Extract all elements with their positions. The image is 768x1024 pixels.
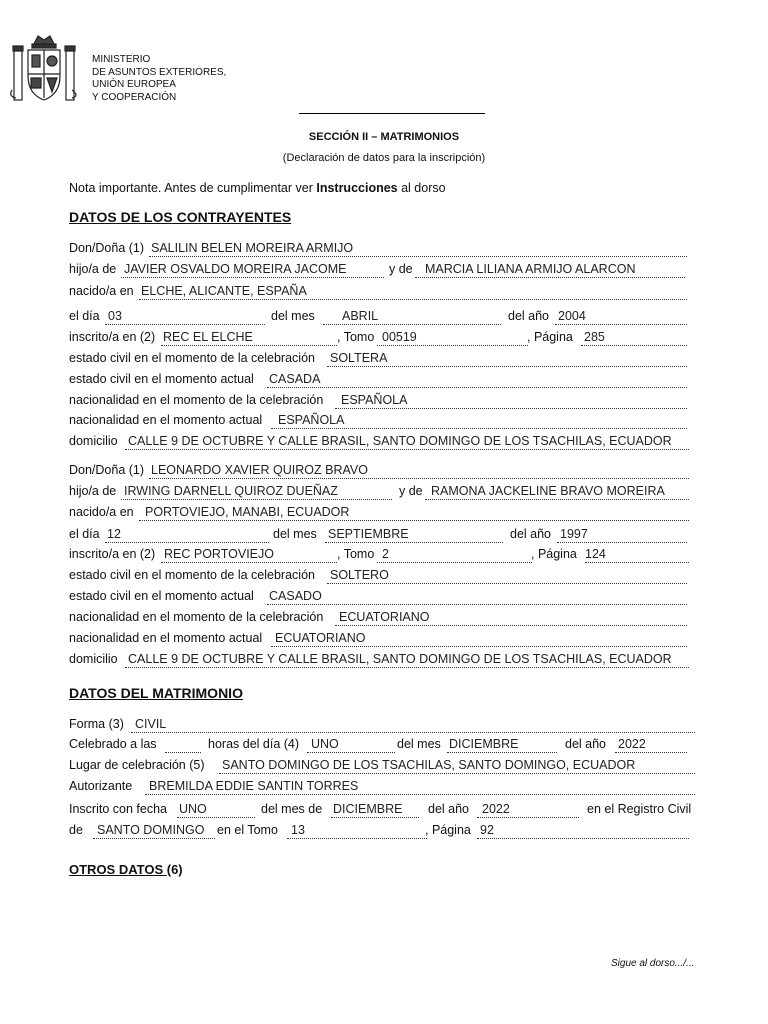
p1-anio-field[interactable]: 2004 xyxy=(558,309,586,323)
label-del-anio: del año xyxy=(565,737,607,751)
p2-nombre-row xyxy=(69,463,693,479)
label-inscrito-en: inscrito/a en (2) xyxy=(69,330,156,344)
dotted-line xyxy=(267,592,687,605)
p1-dia-field[interactable]: 03 xyxy=(108,309,122,323)
label-del-anio: del año xyxy=(428,802,470,816)
dotted-line xyxy=(105,530,269,543)
section-subtitle: (Declaración de datos para la inscripción) xyxy=(282,152,486,164)
registro-pagina-field[interactable]: 92 xyxy=(480,823,494,837)
dotted-line xyxy=(267,375,687,388)
p1-civil-celebracion-row xyxy=(69,351,693,367)
p1-tomo-field[interactable]: 00519 xyxy=(382,330,417,344)
dotted-line xyxy=(287,826,427,839)
dotted-line xyxy=(477,826,689,839)
otros-datos-title: OTROS DATOS xyxy=(69,862,167,877)
registro-tomo-field[interactable]: 13 xyxy=(291,823,305,837)
p2-padre-field[interactable]: IRWING DARNELL QUIROZ DUEÑAZ xyxy=(124,484,338,498)
p1-madre-field[interactable]: MARCIA LILIANA ARMIJO ALARCON xyxy=(425,262,636,276)
coat-of-arms-logo xyxy=(10,30,78,108)
label-registro-civil: en el Registro Civil xyxy=(587,802,692,816)
p1-civil-celebracion-field[interactable]: SOLTERA xyxy=(330,351,388,365)
p1-padre-field[interactable]: JAVIER OSVALDO MOREIRA JACOME xyxy=(124,262,347,276)
celebrado-row xyxy=(69,737,693,753)
autorizante-row xyxy=(69,779,693,795)
p1-domicilio-row xyxy=(69,434,693,450)
p2-mes-field[interactable]: SEPTIEMBRE xyxy=(328,527,409,541)
inscrito-mes-field[interactable]: DICIEMBRE xyxy=(333,802,403,816)
otros-datos-heading xyxy=(69,862,183,877)
otros-datos-number: (6) xyxy=(166,862,183,877)
label-forma: Forma (3) xyxy=(69,717,124,731)
label-y-de: y de xyxy=(399,484,423,498)
label-tomo: , Tomo xyxy=(337,330,375,344)
ministry-line: Y COOPERACIÓN xyxy=(92,91,177,103)
p1-nac-actual-field[interactable]: ESPAÑOLA xyxy=(278,413,345,427)
p2-padres-row xyxy=(69,484,693,500)
continue-note: Sigue al dorso.../... xyxy=(611,958,695,969)
autorizante-field[interactable]: BREMILDA EDDIE SANTIN TORRES xyxy=(149,779,359,793)
label-celebrado: Celebrado a las xyxy=(69,737,157,751)
ministry-line: UNIÓN EUROPEA xyxy=(92,79,176,90)
p2-nacido-field[interactable]: PORTOVIEJO, MANABI, ECUADOR xyxy=(145,505,350,519)
forma-row xyxy=(69,717,693,733)
p2-nac-actual-row xyxy=(69,631,693,647)
label-inscrito-en: inscrito/a en (2) xyxy=(69,547,156,561)
label-y-de: y de xyxy=(389,262,413,276)
label-del-mes: del mes xyxy=(397,737,441,751)
p2-nac-celebracion-row xyxy=(69,610,693,626)
inscrito-fecha-row xyxy=(69,802,693,818)
label-don-dona: Don/Doña (1) xyxy=(69,463,145,477)
label-nacido-en: nacido/a en xyxy=(69,505,134,519)
p1-nombre-field[interactable]: SALILIN BELEN MOREIRA ARMIJO xyxy=(151,241,354,255)
p1-pagina-field[interactable]: 285 xyxy=(584,330,605,344)
p1-nacido-field[interactable]: ELCHE, ALICANTE, ESPAÑA xyxy=(141,284,307,298)
p2-fecha-row xyxy=(69,527,693,543)
note-suffix: al dorso xyxy=(397,181,446,195)
label-nac-celebracion: nacionalidad en el momento de la celebración xyxy=(69,393,324,407)
inscrito-anio-field[interactable]: 2022 xyxy=(482,802,510,816)
label-pagina: , Página xyxy=(531,547,577,561)
label-don-dona: Don/Doña (1) xyxy=(69,241,145,255)
label-civil-actual: estado civil en el momento actual xyxy=(69,372,254,386)
label-domicilio: domicilio xyxy=(69,652,118,666)
lugar-row xyxy=(69,758,693,774)
label-hijo-de: hijo/a de xyxy=(69,262,117,276)
label-del-anio: del año xyxy=(510,527,552,541)
p2-tomo-field[interactable]: 2 xyxy=(382,547,389,561)
label-del-mes-de: del mes de xyxy=(261,802,323,816)
p2-domicilio-row xyxy=(69,652,693,668)
dotted-line xyxy=(131,720,695,733)
label-el-dia: el día xyxy=(69,527,100,541)
p1-nombre-row xyxy=(69,241,693,257)
p2-nombre-field[interactable]: LEONARDO XAVIER QUIROZ BRAVO xyxy=(151,463,368,477)
registro-field[interactable]: SANTO DOMINGO xyxy=(97,823,205,837)
label-nac-celebracion: nacionalidad en el momento de la celebración xyxy=(69,610,324,624)
label-el-dia: el día xyxy=(69,309,100,323)
label-autorizante: Autorizante xyxy=(69,779,133,793)
registro-row xyxy=(69,823,693,839)
lugar-field[interactable]: SANTO DOMINGO DE LOS TSACHILAS, SANTO DOMINGO, ECUADOR xyxy=(222,758,636,772)
p2-nacido-row xyxy=(69,505,693,521)
p2-civil-celebracion-row xyxy=(69,568,693,584)
label-nac-actual: nacionalidad en el momento actual xyxy=(69,631,263,645)
p2-madre-field[interactable]: RAMONA JACKELINE BRAVO MOREIRA xyxy=(431,484,665,498)
label-domicilio: domicilio xyxy=(69,434,118,448)
label-civil-celebracion: estado civil en el momento de la celebración xyxy=(69,568,315,582)
ministry-line: DE ASUNTOS EXTERIORES, xyxy=(92,66,227,78)
label-lugar: Lugar de celebración (5) xyxy=(69,758,205,772)
label-hijo-de: hijo/a de xyxy=(69,484,117,498)
contrayentes-heading: DATOS DE LOS CONTRAYENTES xyxy=(69,209,292,225)
p2-inscrito-row xyxy=(69,547,693,563)
celebrado-mes-field[interactable]: DICIEMBRE xyxy=(449,737,519,751)
important-note xyxy=(69,181,446,195)
ministry-line: MINISTERIO xyxy=(92,54,151,65)
p1-padres-row xyxy=(69,262,693,278)
label-tomo: , Tomo xyxy=(337,547,375,561)
note-prefix: Nota importante. Antes de cumplimentar ver xyxy=(69,181,317,195)
p1-nacido-row xyxy=(69,284,693,300)
celebrado-dia-field[interactable]: UNO xyxy=(311,737,339,751)
p1-civil-actual-field[interactable]: CASADA xyxy=(269,372,321,386)
label-nacido-en: nacido/a en xyxy=(69,284,134,298)
p2-nac-celebracion-field[interactable]: ECUATORIANO xyxy=(339,610,430,624)
p1-inscrito-field[interactable]: REC EL ELCHE xyxy=(163,330,253,344)
p2-nac-actual-field[interactable]: ECUATORIANO xyxy=(275,631,366,645)
dotted-line xyxy=(377,550,532,563)
label-pagina: , Página xyxy=(425,823,471,837)
celebrado-anio-field[interactable]: 2022 xyxy=(618,737,646,751)
label-inscrito-fecha: Inscrito con fecha xyxy=(69,802,167,816)
header-divider xyxy=(299,113,485,114)
p1-nac-actual-row xyxy=(69,413,693,429)
inscrito-dia-field[interactable]: UNO xyxy=(179,802,207,816)
p2-dia-field[interactable]: 12 xyxy=(107,527,121,541)
p2-anio-field[interactable]: 1997 xyxy=(560,527,588,541)
p1-nac-celebracion-row xyxy=(69,393,693,409)
section-title: SECCIÓN II – MATRIMONIOS xyxy=(308,131,460,143)
p1-fecha-row xyxy=(69,309,693,325)
label-horas-dia: horas del día (4) xyxy=(208,737,300,751)
p2-pagina-field[interactable]: 124 xyxy=(585,547,606,561)
p2-civil-celebracion-field[interactable]: SOLTERO xyxy=(330,568,389,582)
p2-civil-actual-field[interactable]: CASADO xyxy=(269,589,322,603)
matrimonio-heading: DATOS DEL MATRIMONIO xyxy=(69,685,243,701)
dotted-line xyxy=(105,312,265,325)
label-del-mes: del mes xyxy=(271,309,315,323)
ministry-name xyxy=(92,54,226,104)
label-civil-celebracion: estado civil en el momento de la celebración xyxy=(69,351,315,365)
p1-inscrito-row xyxy=(69,330,693,346)
dotted-line xyxy=(165,740,201,753)
label-del-mes: del mes xyxy=(273,527,317,541)
label-en-el-tomo: en el Tomo xyxy=(217,823,278,837)
p1-mes-field[interactable]: ABRIL xyxy=(342,309,379,323)
p2-inscrito-field[interactable]: REC PORTOVIEJO xyxy=(164,547,274,561)
p1-nac-celebracion-field[interactable]: ESPAÑOLA xyxy=(341,393,408,407)
label-pagina: , Página xyxy=(527,330,573,344)
label-nac-actual: nacionalidad en el momento actual xyxy=(69,413,263,427)
forma-field[interactable]: CIVIL xyxy=(135,717,167,731)
p2-civil-actual-row xyxy=(69,589,693,605)
label-de: de xyxy=(69,823,83,837)
label-civil-actual: estado civil en el momento actual xyxy=(69,589,254,603)
p1-domicilio-field[interactable]: CALLE 9 DE OCTUBRE Y CALLE BRASIL, SANTO DOMINGO DE LOS TSACHILAS, ECUADOR xyxy=(128,434,672,448)
p2-domicilio-field[interactable]: CALLE 9 DE OCTUBRE Y CALLE BRASIL, SANTO DOMINGO DE LOS TSACHILAS, ECUADOR xyxy=(128,652,672,666)
note-instructions: Instrucciones xyxy=(316,181,398,195)
p1-civil-actual-row xyxy=(69,372,693,388)
label-del-anio: del año xyxy=(508,309,550,323)
